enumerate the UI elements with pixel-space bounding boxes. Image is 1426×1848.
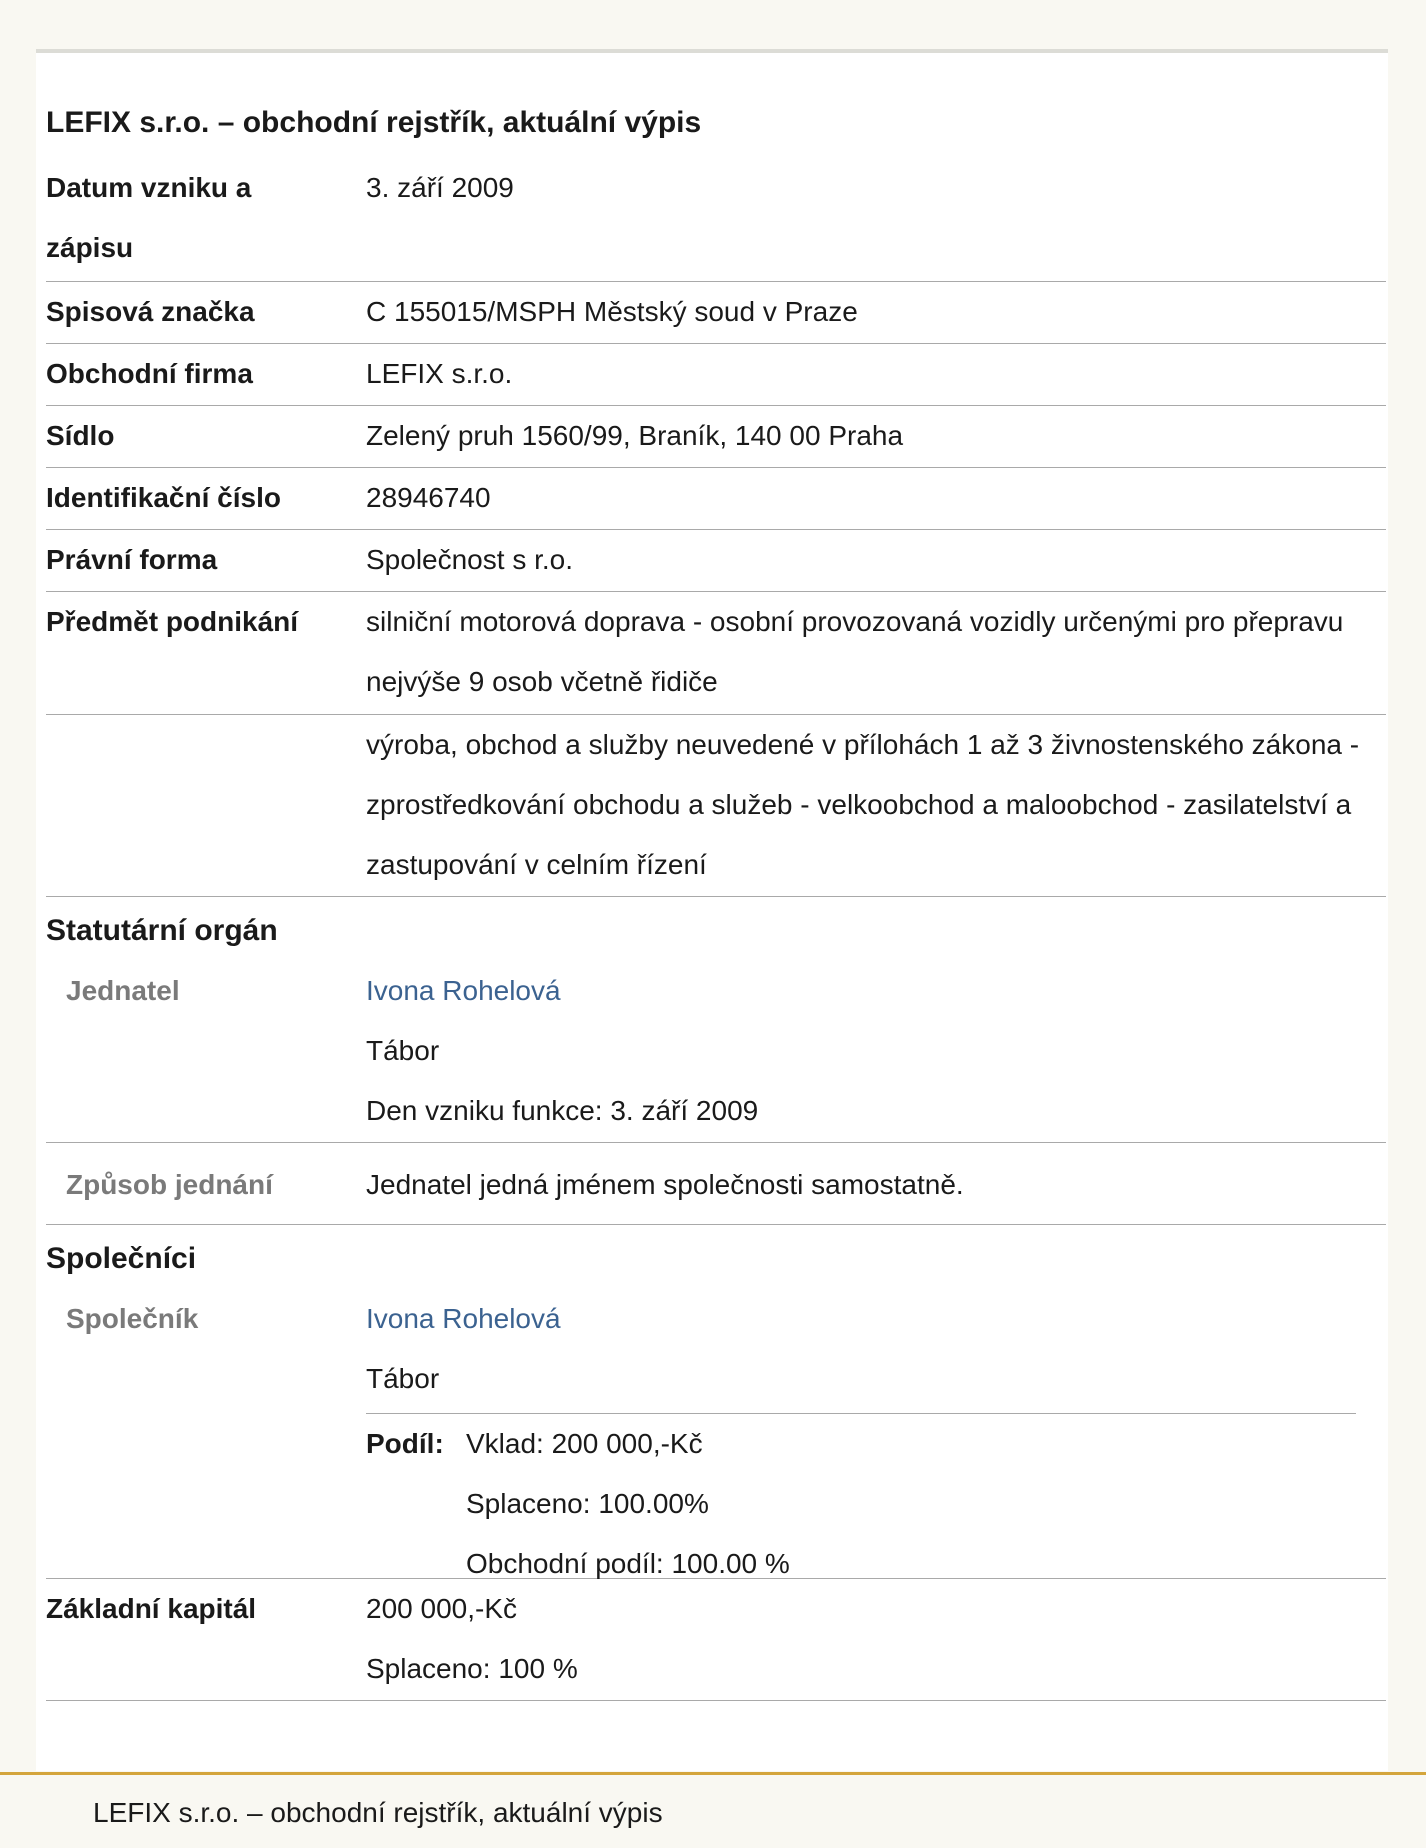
row-label: Předmět podnikání <box>46 606 299 637</box>
registry-table <box>46 158 1386 1701</box>
share-label: Podíl: <box>366 1428 444 1459</box>
share-vklad: Vklad: 200 000,-Kč <box>466 1428 703 1459</box>
row-label: Obchodní firma <box>46 358 253 389</box>
kapital-splaceno: Splaceno: 100 % <box>366 1653 578 1684</box>
row-predmet-podnikani-2 <box>46 715 1386 897</box>
row-value: Jednatel jedná jménem společnosti samostatně. <box>366 1169 964 1200</box>
row-label: Sídlo <box>46 420 115 451</box>
row-value: 28946740 <box>366 482 491 513</box>
row-sidlo <box>46 406 1386 468</box>
jednatel-city: Tábor <box>366 1035 440 1066</box>
page-title: LEFIX s.r.o. – obchodní rejstřík, aktuální výpis <box>46 106 702 139</box>
spolecnik-name-link[interactable]: Ivona Rohelová <box>366 1303 561 1334</box>
row-value <box>366 1579 1386 1699</box>
row-predmet-podnikani <box>46 592 1386 715</box>
row-value: 3. září 2009 <box>366 172 514 203</box>
row-label: Datum vzniku a zápisu <box>46 172 252 263</box>
row-value <box>366 961 1386 1141</box>
row-value: LEFIX s.r.o. <box>366 358 513 389</box>
section-heading: Statutární orgán <box>46 914 278 947</box>
share-splaceno: Splaceno: 100.00% <box>466 1488 709 1519</box>
registry-card <box>36 49 1388 1771</box>
row-label: Právní forma <box>46 544 218 575</box>
row-label: Společník <box>66 1303 199 1334</box>
row-pravni-forma <box>46 530 1386 592</box>
row-zakladni-kapital <box>46 1579 1386 1701</box>
row-identifikacni-cislo <box>46 468 1386 530</box>
row-value: Společnost s r.o. <box>366 544 574 575</box>
spolecnik-city: Tábor <box>366 1363 440 1394</box>
row-label: Spisová značka <box>46 296 255 327</box>
section-heading: Společníci <box>46 1242 197 1275</box>
jednatel-since: Den vzniku funkce: 3. září 2009 <box>366 1095 759 1126</box>
row-label: Základní kapitál <box>46 1593 257 1624</box>
row-spolecnik <box>46 1289 1386 1579</box>
row-obchodni-firma <box>46 344 1386 406</box>
section-statutarni-organ <box>46 897 1386 961</box>
row-value: silniční motorová doprava - osobní provozovaná vozidly určenými pro přepravu nejvýše 9 osob včetně řidiče <box>366 606 1344 697</box>
row-value <box>366 1289 1386 1594</box>
share-obchodni-podil: Obchodní podíl: 100.00 % <box>466 1548 790 1579</box>
row-value: Zelený pruh 1560/99, Braník, 140 00 Praha <box>366 420 904 451</box>
kapital-amount: 200 000,-Kč <box>366 1593 517 1624</box>
row-label: Jednatel <box>66 975 180 1006</box>
row-value: C 155015/MSPH Městský soud v Praze <box>366 296 858 327</box>
share-values <box>466 1414 790 1594</box>
share-block <box>366 1413 1356 1594</box>
section-spolecnici <box>46 1225 1386 1289</box>
row-label: Způsob jednání <box>66 1169 273 1200</box>
row-value: výroba, obchod a služby neuvedené v přílohách 1 až 3 živnostenského zákona - zprostředkování obchodu a služeb - velkoobchod a maloobchod - zasilatelství a zastupování v celním řízení <box>366 729 1360 880</box>
footer-bar <box>0 1772 1426 1848</box>
row-datum-vzniku <box>46 158 1386 282</box>
jednatel-name-link[interactable]: Ivona Rohelová <box>366 975 561 1006</box>
row-spisova-znacka <box>46 282 1386 344</box>
row-label: Identifikační číslo <box>46 482 281 513</box>
footer-title: LEFIX s.r.o. – obchodní rejstřík, aktuální výpis <box>93 1797 663 1828</box>
row-jednatel <box>46 961 1386 1143</box>
row-zpusob-jednani <box>46 1143 1386 1225</box>
